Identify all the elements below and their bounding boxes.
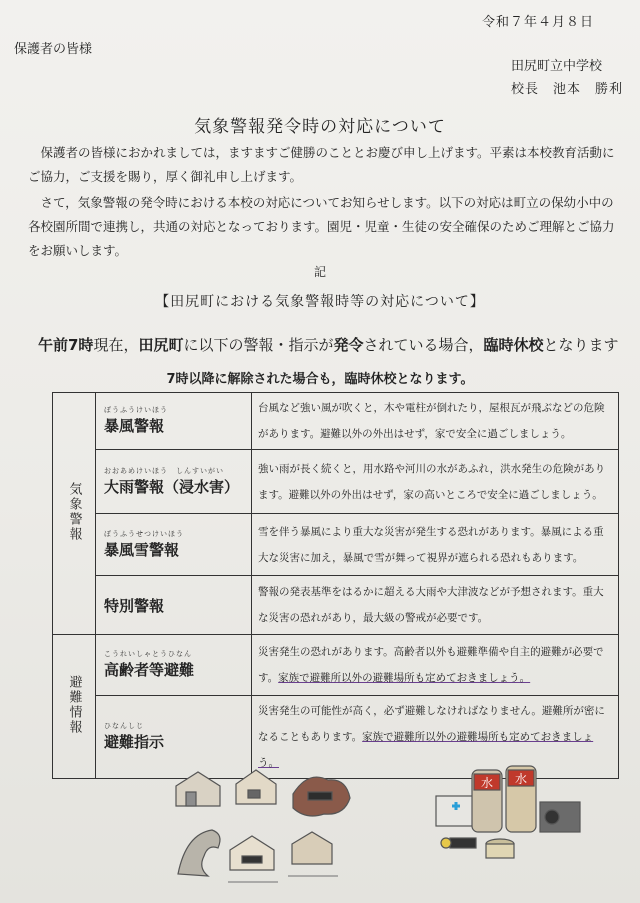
table-row — [53, 635, 619, 696]
group-evacuation — [53, 635, 96, 779]
warning-name: 大雨警報（浸水害） — [104, 477, 240, 496]
warning-ruby: おおあめけいほう しんすいがい — [104, 466, 224, 475]
warning-desc-text: 災害発生の可能性が高く，必ず避難しなければなりません。避難所が密になることもあります。 — [258, 705, 605, 743]
group-weather-label: 気象警報 — [66, 481, 82, 542]
rule-text-2: に以下の警報・指示が — [183, 336, 334, 354]
warning-desc: 台風など強い風が吹くと，木や電柱が倒れたり，屋根瓦が飛ぶなどの危険があります。避難以外の外出はせず，家で安全に過ごしましょう。 — [252, 393, 619, 450]
greeting-paragraph: 保護者の皆様におかれましては，ますますご健勝のこととお慶び申し上げます。平素は本校教育活動にご協力，ご支援を賜り，厚く御礼申し上げます。 — [28, 145, 615, 184]
table-row — [53, 393, 619, 450]
rule-text-4: となります — [543, 336, 619, 354]
warning-table — [52, 392, 619, 779]
warning-name: 特別警報 — [104, 596, 165, 615]
storm-cloud-icon — [293, 777, 350, 816]
group-evacuation-label: 避難情報 — [66, 674, 82, 735]
warning-name-cell — [96, 635, 252, 696]
house-icon — [230, 836, 274, 870]
table-row — [53, 576, 619, 635]
wave-icon — [178, 830, 220, 876]
rule-text-1: 現在， — [93, 336, 139, 354]
issue-date: 令和７年４月８日 — [481, 15, 594, 30]
rule-closure: 臨時休校 — [483, 336, 544, 354]
warning-desc — [252, 635, 619, 696]
warning-name: 暴風雪警報 — [104, 540, 180, 559]
warning-name: 高齢者等避難 — [104, 661, 195, 679]
radio-icon — [540, 802, 580, 832]
warning-name: 暴風警報 — [104, 417, 165, 435]
warning-name-cell — [96, 393, 252, 450]
flashlight-icon — [441, 838, 476, 848]
table-row — [53, 514, 619, 576]
school-name: 田尻町立中学校 — [511, 59, 603, 74]
group-weather — [53, 393, 96, 635]
house-icon — [176, 772, 220, 806]
warning-name: 避難指示 — [104, 733, 165, 751]
rule-issued: 発令 — [333, 336, 364, 354]
water-label: 水 — [514, 772, 528, 786]
warning-name-cell — [96, 514, 252, 576]
principal-name: 校長 池本 勝利 — [511, 82, 624, 97]
water-bottle-icon — [472, 770, 502, 832]
water-label: 水 — [480, 776, 494, 790]
recipient: 保護者の皆様 — [14, 42, 93, 57]
family-plan-note: 家族で避難所以外の避難場所も定めておきましょう。 — [258, 731, 594, 769]
closure-note: 7時以降に解除された場合も，臨時休校となります。 — [166, 372, 474, 387]
first-aid-box-icon — [436, 796, 476, 826]
notice-paragraph: さて，気象警報の発令時における本校の対応についてお知らせします。以下の対応は町立の保幼小中の各校園所間で連携し，共通の対応となっております。園児・児童・生徒の安全確保のためご理解とご協力をお願いします。 — [28, 195, 615, 258]
section-subtitle: 【田尻町における気象警報時等の対応について】 — [155, 294, 485, 310]
house-icon — [292, 832, 332, 864]
rule-text-3: されている場合， — [363, 336, 484, 354]
warning-ruby: ぼうふうせつけいほう — [104, 529, 184, 538]
rule-time: 午前7時 — [38, 336, 94, 354]
warning-name-cell — [96, 450, 252, 514]
warning-desc: 雪を伴う暴風により重大な災害が発生する恐れがあります。暴風による重大な災害に加え，暴風で雪が舞って視界が遮られる恐れもあります。 — [252, 514, 619, 576]
disaster-illustration — [168, 764, 358, 894]
supplies-illustration — [432, 752, 602, 870]
canned-food-icon — [486, 839, 514, 858]
warning-desc: 警報の発表基準をはるかに超える大雨や大津波などが予想されます。重大な災害の恐れがあり，最大級の警戒が必要です。 — [252, 576, 619, 635]
warning-name-cell — [96, 576, 252, 635]
warning-ruby: ぼうふうけいほう — [104, 406, 168, 414]
warning-desc-text: 災害発生の恐れがあります。高齢者以外も避難準備や自主的避難が必要です。 — [258, 646, 604, 684]
table-row — [53, 450, 619, 514]
house-icon — [236, 770, 276, 804]
ki-marker: 記 — [313, 265, 326, 279]
family-plan-note: 家族で避難所以外の避難場所も定めておきましょう。 — [278, 672, 531, 684]
closure-rule — [38, 334, 619, 355]
rule-town: 田尻町 — [138, 336, 184, 354]
warning-ruby: こうれいしゃとうひなん — [104, 650, 192, 658]
warning-desc: 強い雨が長く続くと，用水路や河川の水があふれ，洪水発生の危険があります。避難以外の外出はせず，家の高いところで安全に過ごしましょう。 — [252, 450, 619, 514]
water-bottle-icon — [506, 766, 536, 832]
page-title: 気象警報発令時の対応について — [194, 117, 446, 137]
warning-ruby: ひなんしじ — [104, 722, 144, 730]
